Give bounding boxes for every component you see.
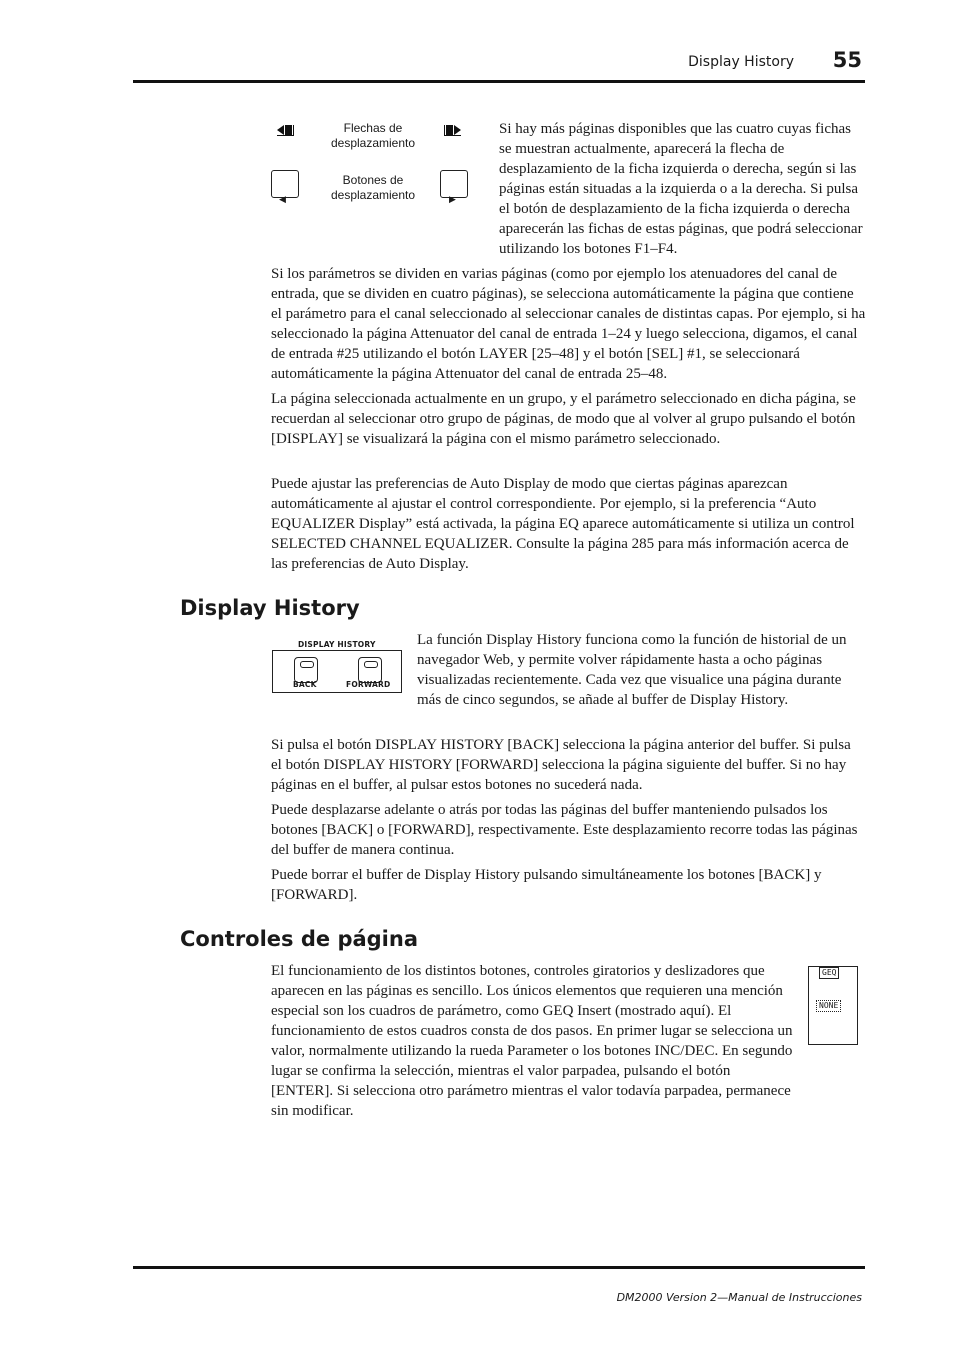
forward-led-icon (364, 661, 378, 668)
header-rule (133, 80, 865, 83)
display-history-paragraph-1: La función Display History funciona como la función de historial de un navegador Web, y permite volver rápidamente hasta a ocho páginas visualizadas recientemente. Cada vez que visualice una página durante más de cinco segundos, se añade al buffer de Display History. (417, 632, 847, 708)
footer-text: DM2000 Version 2—Manual de Instrucciones (616, 1291, 862, 1304)
display-history-panel-title: DISPLAY HISTORY (298, 640, 376, 649)
intro-paragraph-1: Si hay más páginas disponibles que las cuatro cuyas fichas se muestran actualmente, aparecerá la flecha de desplazamiento de la ficha izquierda o derecha, según si las páginas están situadas a la izquierda o a la derecha. Si pulsa el botón de desplazamiento de la ficha izquierda o derecha aparecerán las fichas de estas páginas, que podrá seleccionar utilizando los botones F1–F4. (499, 121, 863, 257)
page-controls-paragraph: El funcionamiento de los distintos botones, controles giratorios y deslizadores que aparecen en las páginas es sencillo. Los únicos elementos que requieren una mención especial son los cuadros de parámetro, como GEQ Insert (mostrado aquí). El funcionamiento de estos cuadros consta de dos pasos. En primer lugar se selecciona un valor, normalmente utilizando la rueda Parameter o los botones INC/DEC. En segundo lugar se confirma la selección, mientras el valor parpadea, pulsando el botón [ENTER]. Si selecciona otro parámetro mientras el valor todavía parpadea, permanece sin modificar. (271, 963, 793, 1119)
display-history-paragraph-4: Puede borrar el buffer de Display History pulsando simultáneamente los botones [BACK] y [FORWARD]. (271, 867, 822, 903)
intro-paragraph-3: La página seleccionada actualmente en un grupo, y el parámetro seleccionado en dicha página, se recuerdan al seleccionar otro grupo de páginas, de modo que al volver al grupo pulsando el botón [DISPLAY] se visualizará la página con el mismo parámetro seleccionado. (271, 391, 856, 447)
display-history-paragraph-3: Puede desplazarse adelante o atrás por todas las páginas del buffer manteniendo pulsados los botones [BACK] o [FORWARD], respectivamente. Este desplazamiento recorre todas las páginas del buffer de manera continua. (271, 802, 858, 858)
geq-value[interactable]: NONE (816, 1000, 841, 1012)
forward-label: FORWARD (346, 680, 391, 689)
display-history-paragraph-2: Si pulsa el botón DISPLAY HISTORY [BACK] selecciona la página anterior del buffer. Si pulsa el botón DISPLAY HISTORY [FORWARD] selecciona la página siguiente del buffer. Si no hay páginas en el buffer, al pulsar estos botones no sucederá nada. (271, 737, 851, 793)
header-section-title: Display History (688, 54, 794, 70)
scroll-arrows-label: Flechas de desplazamiento (330, 121, 416, 150)
display-history-heading: Display History (180, 596, 360, 620)
right-triangle-icon: ▶ (449, 195, 456, 205)
footer-rule (133, 1266, 865, 1269)
intro-paragraph-4: Puede ajustar las preferencias de Auto Display de modo que ciertas páginas aparezcan automáticamente al ajustar el control correspondiente. Por ejemplo, si la preferencia “Auto EQUALIZER Display” está activada, la página EQ aparece automáticamente si utiliza un control SELECTED CHANNEL EQUALIZER. Consulte la página 285 para más información acerca de las preferencias de Auto Display. (271, 476, 855, 572)
page-controls-heading: Controles de página (180, 927, 419, 951)
back-led-icon (300, 661, 314, 668)
right-scroll-arrow-icon (443, 124, 463, 136)
back-label: BACK (293, 680, 317, 689)
page-number: 55 (832, 48, 862, 72)
left-triangle-icon: ◀ (279, 195, 286, 205)
display-history-panel (272, 650, 402, 693)
geq-label: GEQ (819, 967, 839, 979)
left-scroll-button[interactable] (271, 170, 299, 198)
left-scroll-arrow-icon (275, 124, 295, 136)
right-scroll-button[interactable] (440, 170, 468, 198)
geq-parameter-box (808, 966, 858, 1045)
scroll-buttons-label: Botones de desplazamiento (330, 173, 416, 202)
intro-paragraph-2: Si los parámetros se dividen en varias páginas (como por ejemplo los atenuadores del canal de entrada, que se dividen en cuatro páginas), se selecciona automáticamente la página que contiene el parámetro para el canal seleccionado al seleccionar canales de distintas capas. Por ejemplo, si ha seleccionado la página Attenuator del canal de entrada 1–24 y luego selecciona, digamos, el canal de entrada #25 utilizando el botón LAYER [25–48] y el botón [SEL] #1, se seleccionará automáticamente la página Attenuator del canal de entrada 25–48. (271, 266, 866, 382)
